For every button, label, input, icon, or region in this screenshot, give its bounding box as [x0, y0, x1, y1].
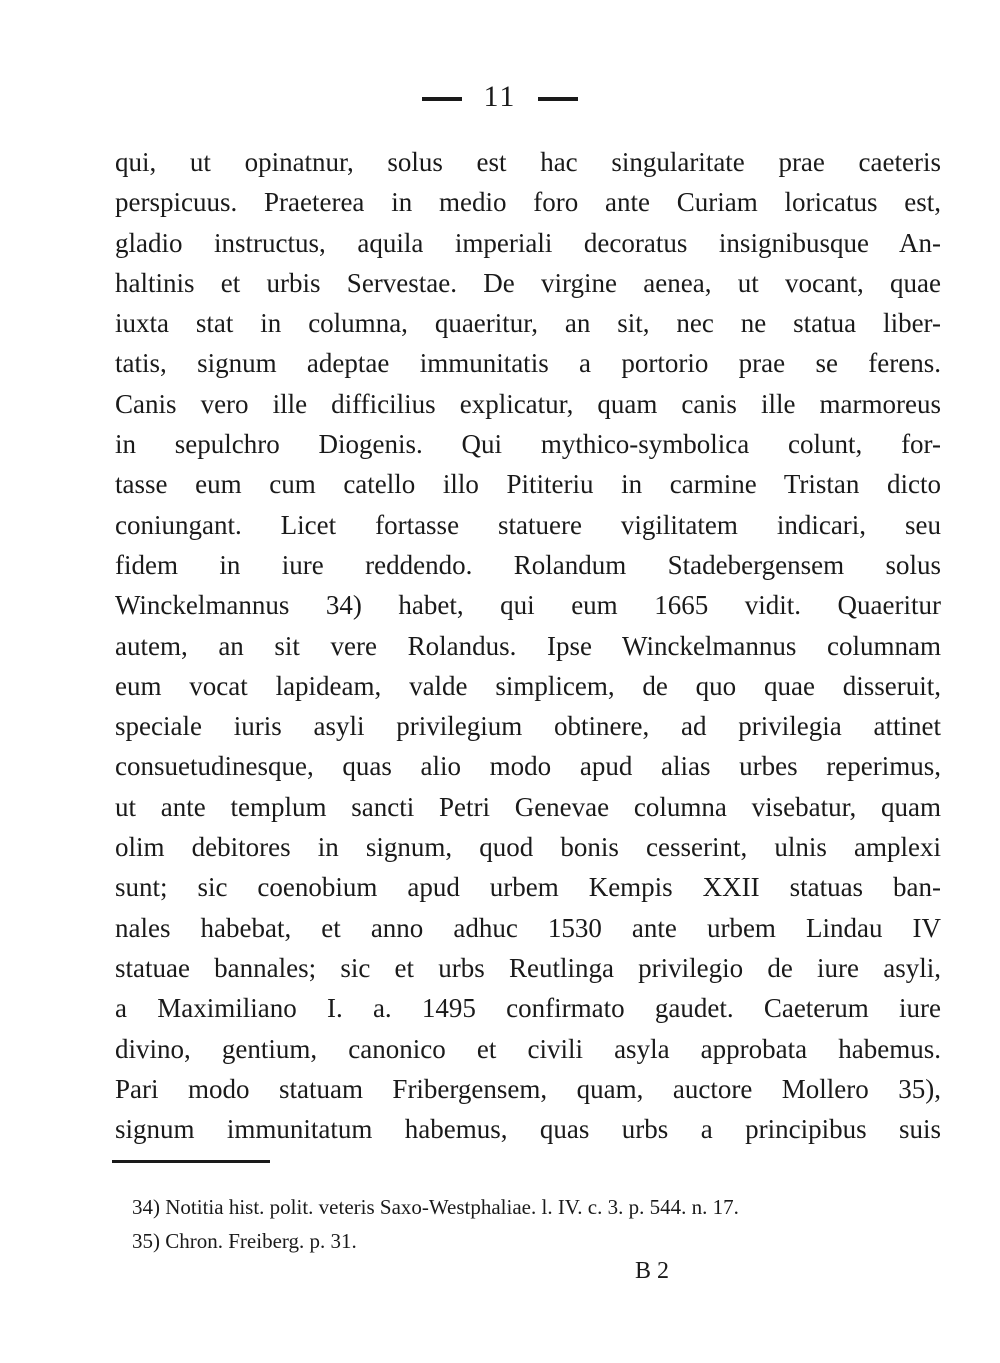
- text-line: a Maximiliano I. a. 1495 confirmato gaudet. Caeterum iure: [115, 993, 941, 1024]
- signature-mark: B 2: [635, 1258, 670, 1284]
- text-line: divino, gentium, canonico et civili asyla approbata habemus.: [115, 1033, 941, 1064]
- text-line: nales habebat, et anno adhuc 1530 ante urbem Lindau IV: [115, 912, 941, 943]
- text-line: consuetudinesque, quas alio modo apud alias urbes reperimus,: [115, 751, 941, 782]
- text-line: olim debitores in signum, quod bonis cesserint, ulnis amplexi: [115, 832, 941, 863]
- text-line: ut ante templum sancti Petri Genevae columna visebatur, quam: [115, 791, 941, 822]
- text-line: speciale iuris asyli privilegium obtinere, ad privilegia attinet: [115, 711, 941, 742]
- page-header: [0, 80, 1000, 114]
- text-line: Pari modo statuam Fribergensem, quam, auctore Mollero 35),: [115, 1073, 941, 1104]
- text-line: autem, an sit vere Rolandus. Ipse Winckelmannus columnam: [115, 630, 941, 661]
- text-line: in sepulchro Diogenis. Qui mythico-symbolica colunt, for-: [115, 429, 941, 460]
- text-line: haltinis et urbis Servestae. De virgine aenea, ut vocant, quae: [115, 267, 941, 298]
- header-dash-right: [538, 97, 578, 101]
- text-line: Canis vero ille difficilius explicatur, quam canis ille marmoreus: [115, 388, 941, 419]
- text-line: statuae bannales; sic et urbs Reutlinga privilegio de iure asyli,: [115, 952, 941, 983]
- footnote-35: 35) Chron. Freiberg. p. 31.: [132, 1229, 357, 1253]
- text-line: sunt; sic coenobium apud urbem Kempis XXII statuas ban-: [115, 872, 941, 903]
- text-line: perspicuus. Praeterea in medio foro ante Curiam loricatus est,: [115, 187, 941, 218]
- text-line: iuxta stat in columna, quaeritur, an sit, nec ne statua liber-: [115, 308, 941, 339]
- body-text: [115, 142, 941, 1149]
- text-line: fidem in iure reddendo. Rolandum Stadebergensem solus: [115, 549, 941, 580]
- text-line: tasse eum cum catello illo Pititeriu in carmine Tristan dicto: [115, 469, 941, 500]
- text-line: signum immunitatum habemus, quas urbs a principibus suis: [115, 1114, 941, 1145]
- page-number: 11: [483, 80, 517, 113]
- header-dash-left: [422, 97, 462, 101]
- text-line: qui, ut opinatnur, solus est hac singularitate prae caeteris: [115, 147, 941, 177]
- footnotes: [132, 1190, 942, 1258]
- footnote-separator: [112, 1160, 270, 1163]
- text-line: coniungant. Licet fortasse statuere vigilitatem indicari, seu: [115, 509, 941, 540]
- footnote-34: 34) Notitia hist. polit. veteris Saxo-Westphaliae. l. IV. c. 3. p. 544. n. 17.: [132, 1195, 739, 1219]
- text-line: Winckelmannus 34) habet, qui eum 1665 vidit. Quaeritur: [115, 590, 941, 621]
- text-line: gladio instructus, aquila imperiali decoratus insignibusque An-: [115, 227, 941, 258]
- text-line: tatis, signum adeptae immunitatis a portorio prae se ferens.: [115, 348, 941, 379]
- text-line: eum vocat lapideam, valde simplicem, de quo quae disseruit,: [115, 670, 941, 701]
